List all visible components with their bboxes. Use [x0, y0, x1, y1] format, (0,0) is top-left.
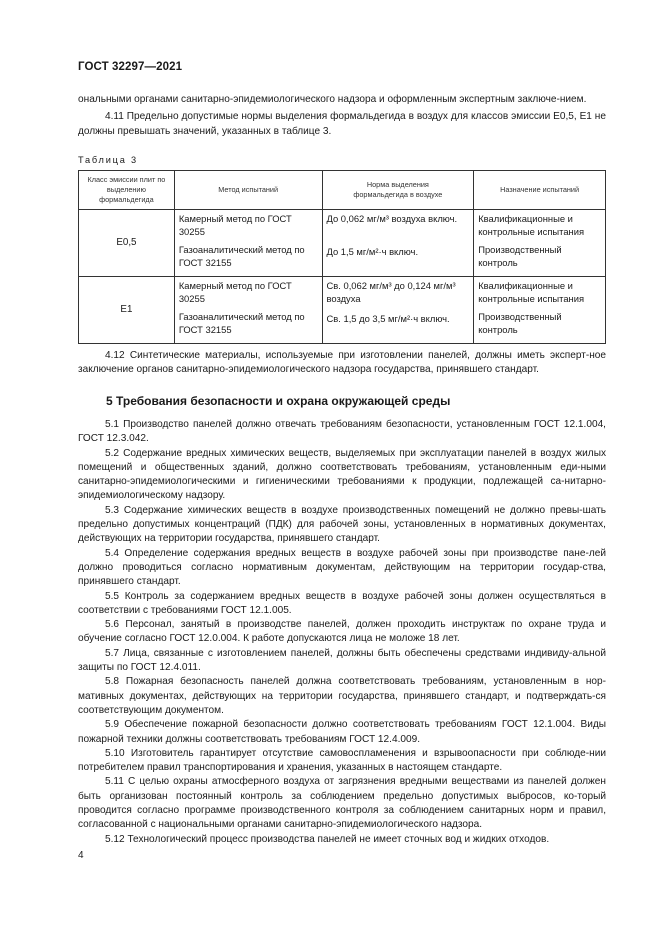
emission-class-cell: Е0,5 — [79, 210, 175, 277]
section-5-body — [78, 418, 606, 847]
column-header-purpose: Назначение испытаний — [474, 171, 606, 210]
purpose-production-control: Производственный контроль — [478, 311, 562, 335]
document-header: ГОСТ 32297—2021 — [78, 61, 183, 73]
paragraph-5-3: 5.3 Содержание химических веществ в воздухе производственных помещений не должно превы-шать предельно допустимых концентраций (ПДК) для рабочей зоны, установленных в нормативных документах, действующих на территории государства, принявшего стандарт. — [78, 504, 606, 545]
method-chamber: Камерный метод по ГОСТ 30255 — [178, 213, 292, 237]
purpose-qualification: Квалификационные и контрольные испытания — [478, 213, 585, 237]
paragraph-5-12: 5.12 Технологический процесс производства панелей не имеет сточных вод и жидких отходов. — [105, 833, 550, 845]
norm-chamber: Св. 0,062 мг/м³ до 0,124 мг/м³ воздуха — [326, 280, 456, 304]
method-chamber: Камерный метод по ГОСТ 30255 — [178, 280, 292, 304]
purpose-production-control: Производственный контроль — [478, 244, 562, 268]
column-header-class: Класс эмиссии плит по выделению формальдегида — [79, 171, 175, 210]
paragraph-5-8: 5.8 Пожарная безопасность панелей должна соответствовать требованиям, установленным в нор-мативных документах, действующих на территории государства, принявшего стандарт, и подтверждать-ся соответствующим документом. — [78, 676, 606, 716]
paragraph-4-11: 4.11 Предельно допустимые нормы выделения формальдегида в воздух для классов эмиссии Е0,5, Е1 не должны превышать значений, указанных в таблице 3. — [78, 111, 606, 137]
purpose-qualification: Квалификационные и контрольные испытания — [478, 280, 585, 304]
paragraph-5-1: 5.1 Производство панелей должно отвечать требованиям безопасности, установленным ГОСТ 12.1.004, ГОСТ 12.3.042. — [78, 419, 606, 445]
paragraph-5-9: 5.9 Обеспечение пожарной безопасности должно соответствовать требованиям ГОСТ 12.1.004. Виды пожарной техники должны соответствовать требованиям ГОСТ 12.4.009. — [78, 719, 606, 745]
paragraph-5-4: 5.4 Определение содержания вредных веществ в воздухе рабочей зоны при производстве пане-лей должно проводиться согласно нормативным документам, действующим на территории государ-ства, принявшего стандарт. — [78, 547, 606, 588]
table-row — [79, 277, 606, 344]
norm-gas-analytic: До 1,5 мг/м²·ч включ. — [326, 246, 419, 257]
norm-chamber: До 0,062 мг/м³ воздуха включ. — [326, 213, 458, 224]
paragraph-5-6: 5.6 Персонал, занятый в производстве панелей, должен проходить инструктаж по охране труда и обучение согласно ГОСТ 12.0.004. К работе допускаются лица не моложе 18 лет. — [78, 619, 606, 645]
method-gas-analytic: Газоаналитический метод по ГОСТ 32155 — [178, 311, 305, 335]
table-caption: Таблица 3 — [78, 155, 138, 165]
norm-gas-analytic: Св. 1,5 до 3,5 мг/м²·ч включ. — [326, 313, 450, 324]
method-cell — [174, 210, 322, 277]
paragraph-4-12-block — [78, 349, 606, 378]
paragraph-5-10: 5.10 Изготовитель гарантирует отсутствие самовоспламенения и взрывоопасности при соблюде-нии потребителем правил транспортирования и хранения, указанных в настоящем стандарте. — [78, 747, 606, 774]
norm-cell — [322, 277, 474, 344]
emission-norms-table — [78, 170, 606, 344]
method-gas-analytic: Газоаналитический метод по ГОСТ 32155 — [178, 244, 305, 268]
purpose-cell — [474, 277, 606, 344]
paragraph-5-5: 5.5 Контроль за содержанием вредных веществ в воздухе рабочей зоны должен осуществляться в соответствии с требованиями ГОСТ 12.1.005. — [78, 590, 606, 616]
emission-class-cell: Е1 — [79, 277, 175, 344]
page-number: 4 — [78, 850, 84, 861]
paragraph-4-12: 4.12 Синтетические материалы, используемые при изготовлении панелей, должны иметь эксперт-ное заключение органов санитарно-эпидемиологического надзора государства, принявшего стандарт. — [78, 350, 606, 376]
paragraph-5-11: 5.11 С целью охраны атмосферного воздуха от загрязнения вредными веществами из панелей должен быть организован постоянный контроль за соблюдением предельно допустимых выбросов, ко-торый проводится согласно программе производственного контроля за соблюдением санитарных норм и правил, согласованной с национальными органами санитарно-эпидемиологического надзора. — [78, 776, 606, 831]
column-header-method: Метод испытаний — [174, 171, 322, 210]
paragraph-continuation: ональными органами санитарно-эпидемиологического надзора и оформленным экспертным заключе-нием. — [78, 94, 587, 105]
paragraph-5-2: 5.2 Содержание вредных химических веществ, выделяемых при эксплуатации панелей в воздух жилых помещений и общественных зданий, должно соответствовать требованиям, установленным еди-ными санитарно-эпидемиологическими и гигиеническими требованиями к продукции, подлежащей са-нитарно-эпидемиологическому надзору. — [78, 447, 606, 502]
table-header-row — [79, 171, 606, 210]
purpose-cell — [474, 210, 606, 277]
section-5-title: 5 Требования безопасности и охрана окружающей среды — [106, 394, 451, 408]
method-cell — [174, 277, 322, 344]
intro-block — [78, 93, 606, 139]
paragraph-5-7: 5.7 Лица, связанные с изготовлением панелей, должны быть обеспечены средствами индивиду-альной защиты по ГОСТ 12.4.011. — [78, 647, 606, 674]
norm-cell — [322, 210, 474, 277]
table-row — [79, 210, 606, 277]
column-header-norm: Норма выделения формальдегида в воздухе — [322, 171, 474, 210]
